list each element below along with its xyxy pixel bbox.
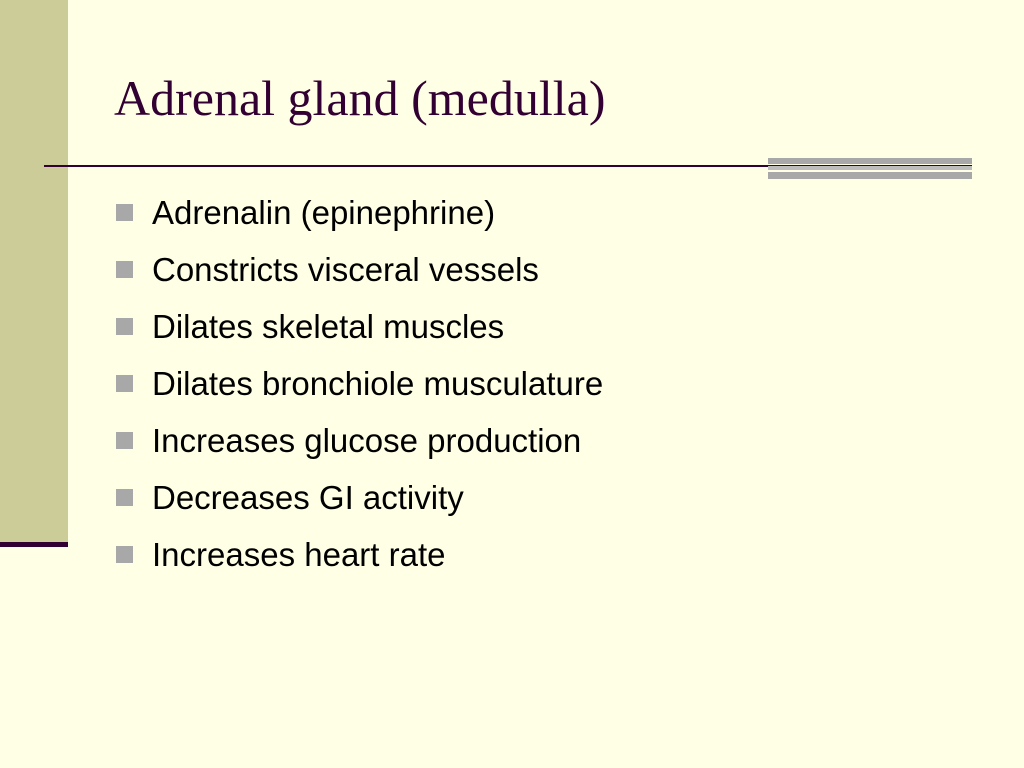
- bullet-text: Dilates bronchiole musculature: [152, 364, 604, 402]
- square-bullet-icon: [116, 261, 133, 278]
- bullet-text: Dilates skeletal muscles: [152, 307, 505, 345]
- accent-band-top: [768, 158, 972, 164]
- square-bullet-icon: [116, 375, 133, 392]
- title-accent-bars: [768, 158, 972, 179]
- list-item: [116, 355, 603, 412]
- bullet-text: Decreases GI activity: [152, 478, 464, 516]
- list-item: [116, 526, 603, 583]
- slide-title: Adrenal gland (medulla): [114, 70, 606, 126]
- square-bullet-icon: [116, 546, 133, 563]
- bullet-text: Increases heart rate: [152, 535, 446, 573]
- left-sidebar-band: [0, 0, 68, 542]
- bullet-list: [116, 184, 603, 583]
- list-item: [116, 298, 603, 355]
- bullet-text: Adrenalin (epinephrine): [152, 193, 496, 231]
- square-bullet-icon: [116, 318, 133, 335]
- list-item: [116, 241, 603, 298]
- square-bullet-icon: [116, 432, 133, 449]
- square-bullet-icon: [116, 204, 133, 221]
- square-bullet-icon: [116, 489, 133, 506]
- accent-band-bottom: [768, 172, 972, 179]
- left-sidebar-underline: [0, 542, 68, 547]
- bullet-text: Constricts visceral vessels: [152, 250, 539, 288]
- bullet-text: Increases glucose production: [152, 421, 582, 459]
- list-item: [116, 184, 603, 241]
- list-item: [116, 469, 603, 526]
- list-item: [116, 412, 603, 469]
- accent-band-middle: [768, 166, 972, 170]
